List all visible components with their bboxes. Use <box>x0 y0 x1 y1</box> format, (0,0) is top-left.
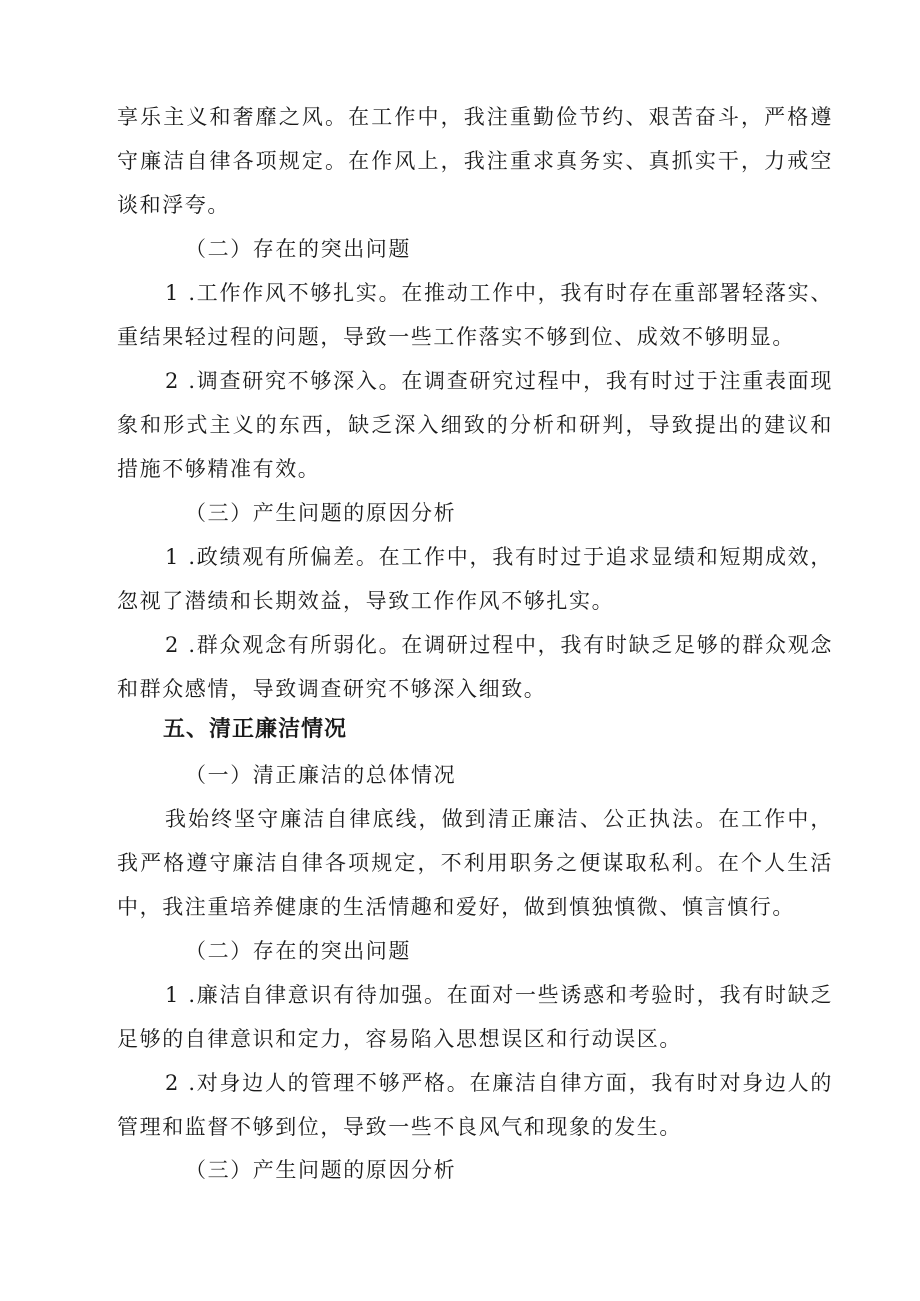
paragraph-problem-1: 1 .工作作风不够扎实。在推动工作中，我有时存在重部署轻落实、重结果轻过程的问题，导致一些工作落实不够到位、成效不够明显。 <box>117 281 833 349</box>
paragraph-cause-1: 1 .政绩观有所偏差。在工作中，我有时过于追求显绩和短期成效，忽视了潜绩和长期效益，导致工作作风不够扎实。 <box>117 545 833 613</box>
section-heading-5: 五、清正廉洁情况 <box>163 717 348 742</box>
subheading-causes: （三）产生问题的原因分析 <box>185 501 457 525</box>
subheading-problems: （二）存在的突出问题 <box>185 237 411 261</box>
subheading-causes: （三）产生问题的原因分析 <box>185 1158 457 1182</box>
paragraph-problem-2: 2 .调查研究不够深入。在调查研究过程中，我有时过于注重表面现象和形式主义的东西，缺乏深入细致的分析和研判，导致提出的建议和措施不够精准有效。 <box>117 369 833 481</box>
subheading-overall: （一）清正廉洁的总体情况 <box>185 763 457 787</box>
paragraph-cause-2: 2 .群众观念有所弱化。在调研过程中，我有时缺乏足够的群众观念和群众感情，导致调查研究不够深入细致。 <box>117 633 833 701</box>
paragraph-intro: 享乐主义和奢靡之风。在工作中，我注重勤俭节约、艰苦奋斗，严格遵守廉洁自律各项规定。在作风上，我注重求真务实、真抓实干，力戒空谈和浮夸。 <box>117 105 833 217</box>
paragraph-problem-1: 1 .廉洁自律意识有待加强。在面对一些诱惑和考验时，我有时缺乏足够的自律意识和定力，容易陷入思想误区和行动误区。 <box>117 983 833 1051</box>
paragraph-problem-2: 2 .对身边人的管理不够严格。在廉洁自律方面，我有时对身边人的管理和监督不够到位，导致一些不良风气和现象的发生。 <box>117 1071 833 1139</box>
paragraph-overall: 我始终坚守廉洁自律底线，做到清正廉洁、公正执法。在工作中，我严格遵守廉洁自律各项规定，不利用职务之便谋取私利。在个人生活中，我注重培养健康的生活情趣和爱好，做到慎独慎微、慎言慎行。 <box>117 807 833 919</box>
subheading-problems: （二）存在的突出问题 <box>185 939 411 963</box>
